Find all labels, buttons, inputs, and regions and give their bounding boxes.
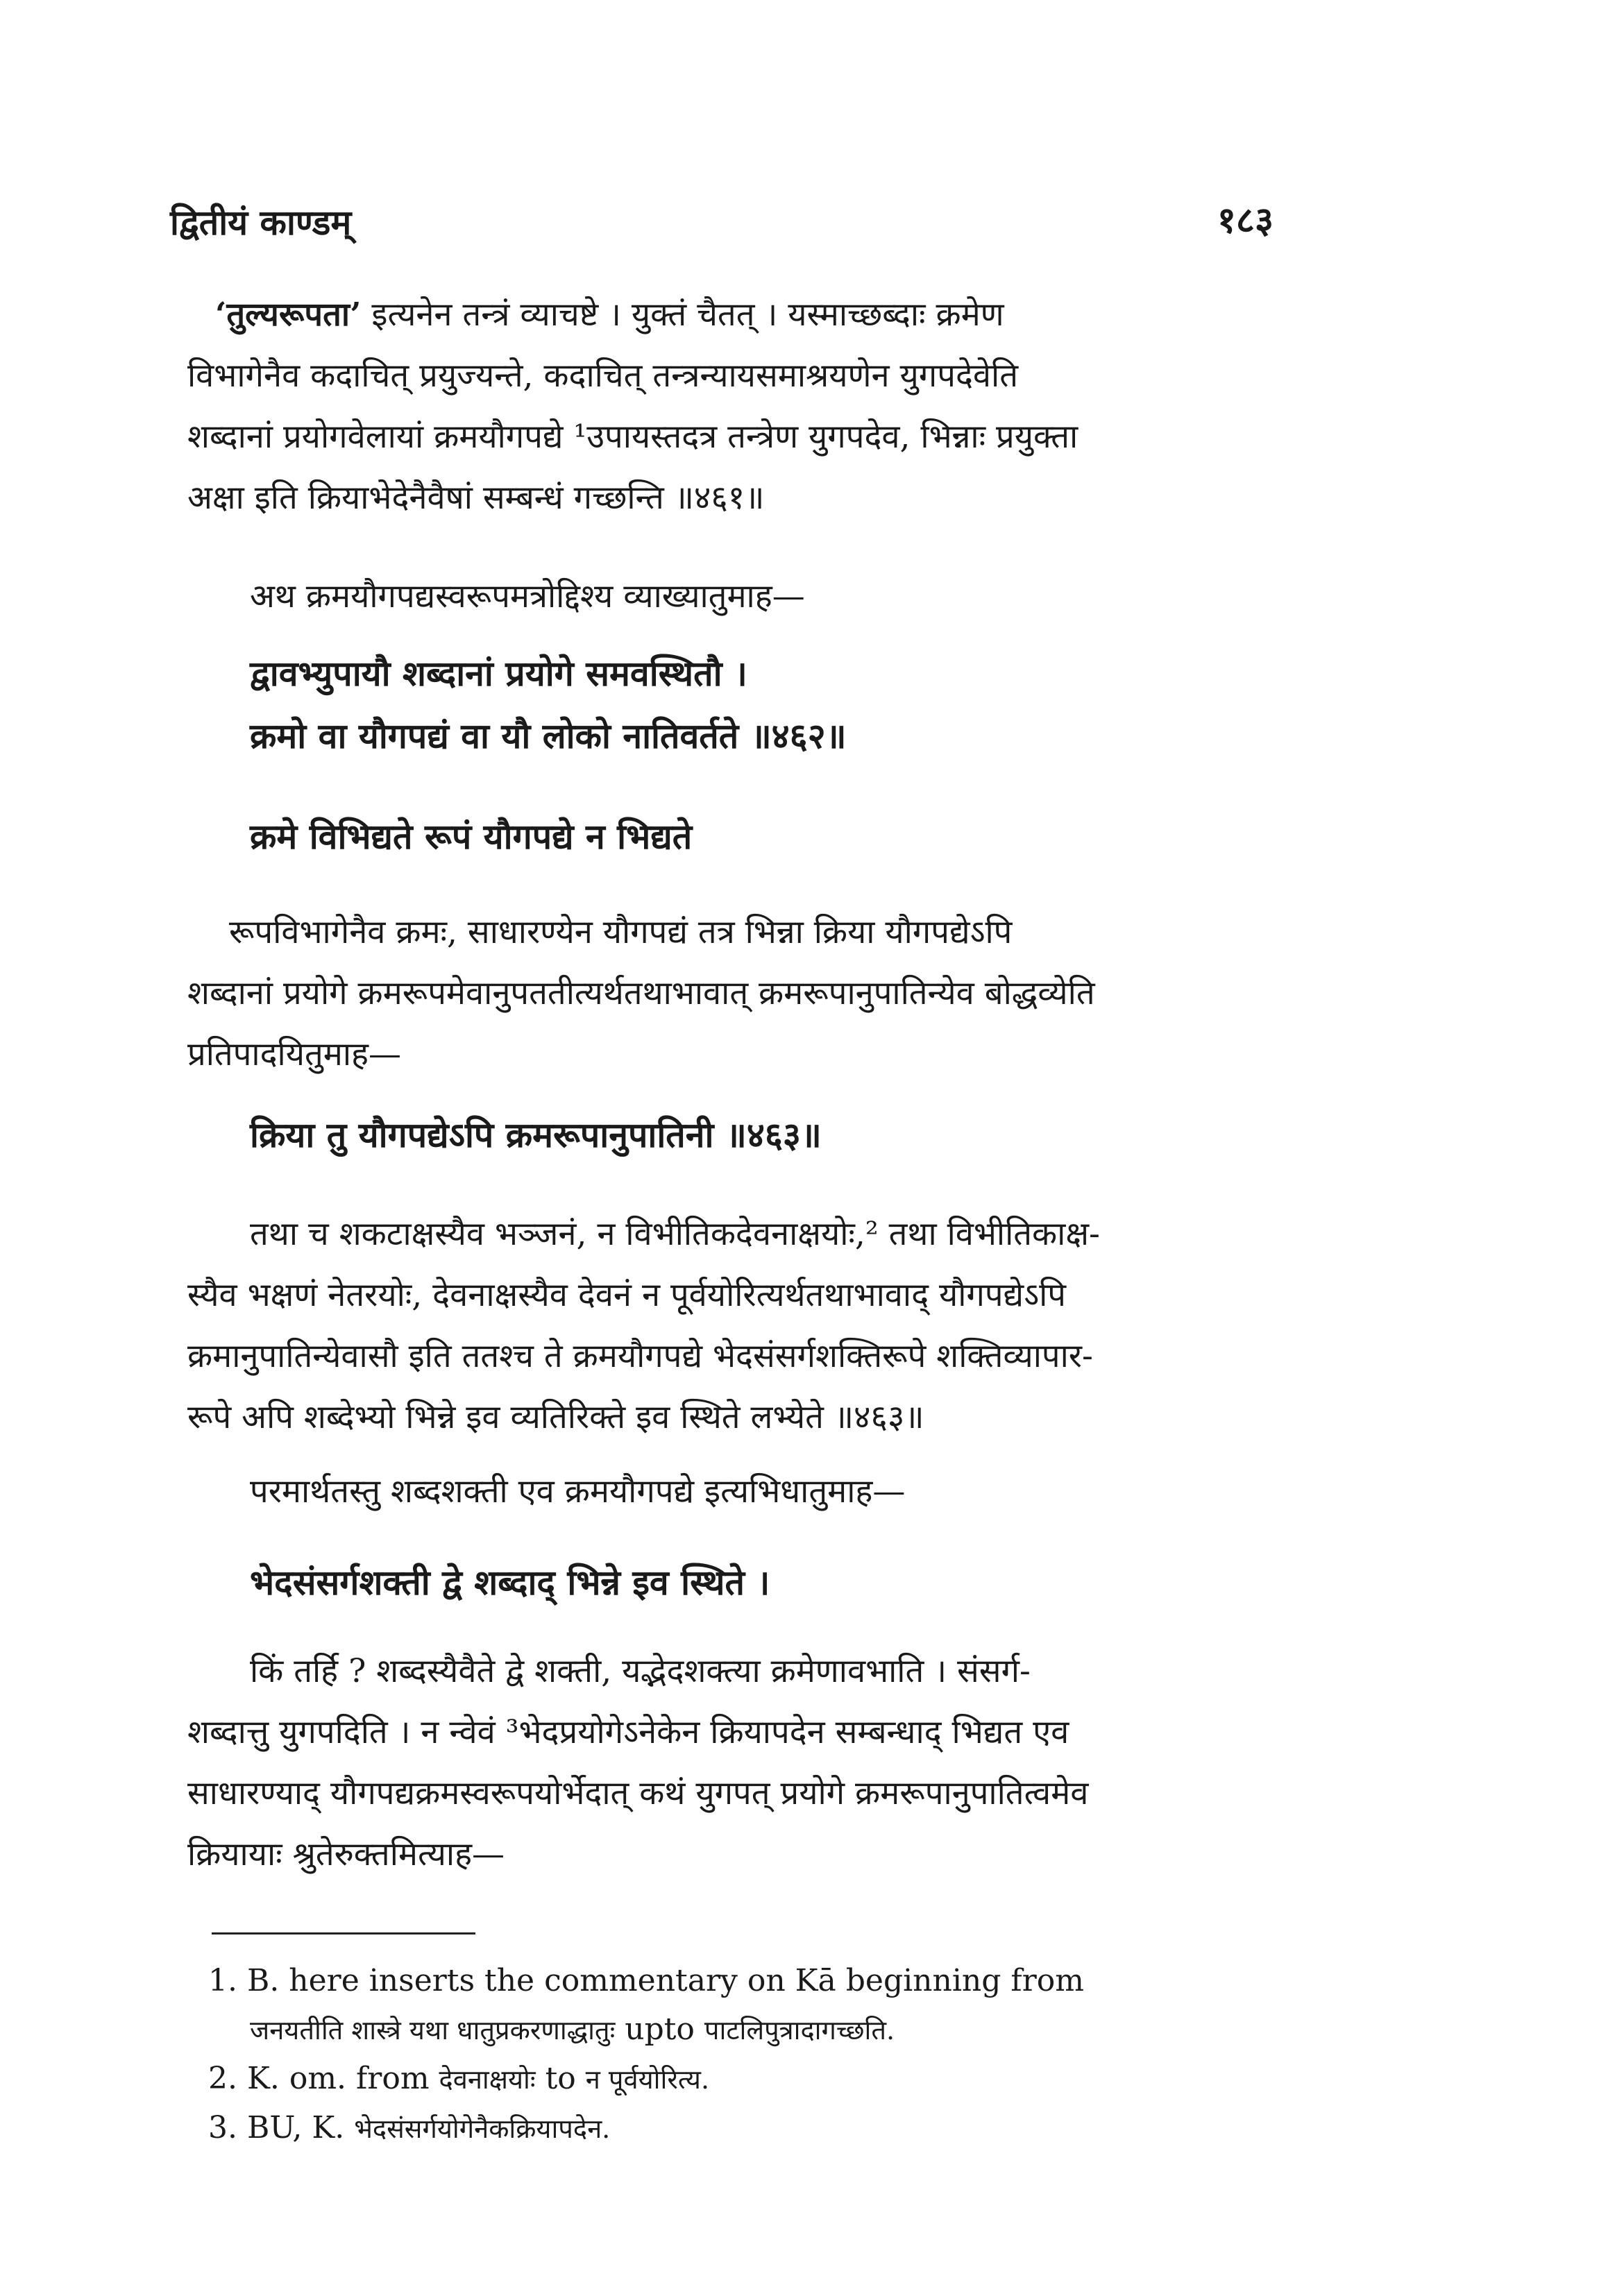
intro-line-2: परमार्थतस्तु शब्दशक्ती एव क्रमयौगपद्ये इत्यभिधातुमाह—: [250, 1472, 906, 1511]
footnote-text: to: [535, 2061, 586, 2096]
paragraph-line: रूपविभागेनैव क्रमः, साधारण्येन यौगपद्यं तत्र भिन्ना क्रिया यौगपद्येऽपि: [229, 913, 1013, 951]
footnote-number: 2.: [208, 2061, 237, 2096]
paragraph-1: [187, 284, 1301, 529]
paragraph-line: विभागेनैव कदाचित् प्रयुज्यन्ते, कदाचित् तन्त्रन्यायसमाश्रयणेन युगपदेवेति: [187, 357, 1019, 395]
paragraph-line: तथा च शकटाक्षस्यैव भञ्जनं, न विभीतिकदेवनाक्षयोः,² तथा विभीतिकाक्ष-: [250, 1215, 1100, 1253]
paragraph-line: क्रियायाः श्रुतेरुक्तमित्याह—: [187, 1835, 505, 1873]
footnote-sanskrit: जनयतीति शास्त्रे यथा धातुप्रकरणाद्धातुः: [250, 2015, 616, 2046]
paragraph-line: शब्दानां प्रयोगवेलायां क्रमयौगपद्ये ¹उपायस्तदत्र तन्त्रेण युगपदेव, भिन्नाः प्रयुक्ता: [187, 418, 1079, 456]
footnote-number: 3.: [208, 2110, 237, 2145]
verse-half-line: क्रमे विभिद्यते रूपं यौगपद्ये न भिद्यते: [250, 816, 693, 857]
footnote-2: [208, 2055, 1319, 2104]
paragraph-line: किं तर्हि ? शब्दस्यैवैते द्वे शक्ती, यद्भेदशक्त्या क्रमेणावभाति । संसर्ग-: [250, 1652, 1031, 1690]
highlighted-term: ‘तुल्यरूपता’: [215, 296, 362, 334]
footnote-sanskrit: पाटलिपुत्रादागच्छति.: [704, 2015, 895, 2046]
verse-463: क्रिया तु यौगपद्येऽपि क्रमरूपानुपातिनी ॥४६३॥: [250, 1114, 822, 1155]
verse-462-line-2: क्रमो वा यौगपद्यं वा यौ लोको नातिवर्तते ॥४६२॥: [250, 715, 847, 756]
intro-line-1: अथ क्रमयौगपद्यस्वरूपमत्रोद्दिश्य व्याख्यातुमाह—: [250, 577, 805, 615]
paragraph-3: [187, 1204, 1305, 1448]
paragraph-text: इत्यनेन तन्त्रं व्याचष्टे । युक्तं चैतत् । यस्माच्छब्दाः क्रमेण: [361, 296, 1004, 334]
footnote-number: 1.: [208, 1963, 237, 1998]
verse-462-line-1: द्वावभ्युपायौ शब्दानां प्रयोगे समवस्थितौ ।: [250, 653, 747, 694]
footnote-sanskrit: न पूर्वयोरित्य.: [585, 2064, 710, 2095]
paragraph-line: शब्दात्तु युगपदिति । न न्वेवं ³भेदप्रयोगेऽनेकेन क्रियापदेन सम्बन्धाद् भिद्यत एव: [187, 1713, 1069, 1751]
footnote-sanskrit: भेदसंसर्गयोगेनैकक्रियापदेन.: [354, 2114, 611, 2144]
footnote-1-continued: [208, 2005, 1319, 2055]
footnotes: [208, 1957, 1319, 2153]
footnote-text: BU, K.: [246, 2110, 355, 2145]
footnote-text: upto: [615, 2012, 704, 2047]
footnote-1: [208, 1957, 1319, 2005]
footnote-3: [208, 2104, 1319, 2153]
paragraph-4: [187, 1641, 1305, 1885]
paragraph-line: साधारण्याद् यौगपद्यक्रमस्वरूपयोर्भेदात् कथं युगपत् प्रयोगे क्रमरूपानुपातित्वमेव: [187, 1774, 1089, 1812]
page-number: १८३: [1217, 199, 1274, 241]
paragraph-line: अक्षा इति क्रियाभेदेनैवैषां सम्बन्धं गच्छन्ति ॥४६१॥: [187, 479, 765, 517]
footnote-divider: [212, 1932, 475, 1934]
footnote-sanskrit: देवनाक्षयोः: [439, 2064, 536, 2095]
paragraph-line: [215, 284, 1301, 346]
page-title: द्वितीयं काण्डम्: [170, 202, 352, 243]
paragraph-line: शब्दानां प्रयोगे क्रमरूपमेवानुपततीत्यर्थतथाभावात् क्रमरूपानुपातिन्येव बोद्धव्येति: [187, 974, 1095, 1012]
paragraph-line: स्यैव भक्षणं नेतरयोः, देवनाक्षस्यैव देवनं न पूर्वयोरित्यर्थतथाभावाद् यौगपद्येऽपि: [187, 1276, 1066, 1314]
paragraph-line: प्रतिपादयितुमाह—: [187, 1035, 401, 1073]
paragraph-line: रूपे अपि शब्देभ्यो भिन्ने इव व्यतिरिक्ते इव स्थिते लभ्येते ॥४६३॥: [187, 1398, 924, 1436]
verse-next: भेदसंसर्गशक्ती द्वे शब्दाद् भिन्ने इव स्थिते ।: [250, 1562, 770, 1603]
paragraph-2: [187, 902, 1305, 1085]
footnote-text: B. here inserts the commentary on Kā beginning from: [246, 1963, 1084, 1998]
footnote-text: K. om. from: [246, 2061, 439, 2096]
paragraph-line: क्रमानुपातिन्येवासौ इति ततश्च ते क्रमयौगपद्ये भेदसंसर्गशक्तिरूपे शक्तिव्यापार-: [187, 1337, 1093, 1375]
